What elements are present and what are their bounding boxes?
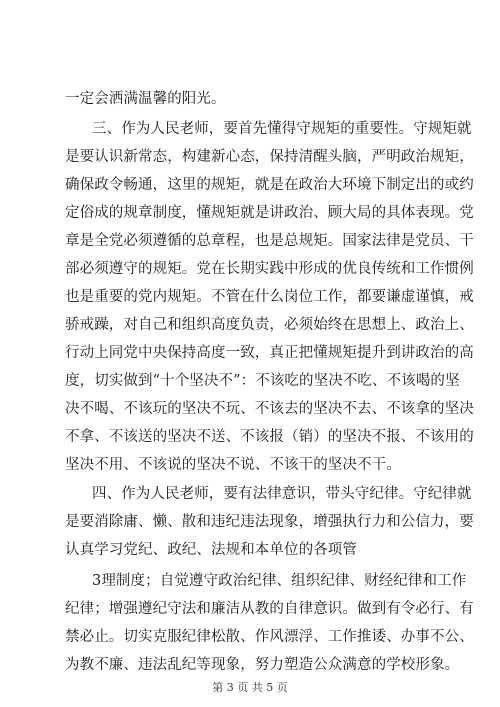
text-line: 骄戒躁，对自己和组织高度负责，必须始终在思想上、政治上、 [65, 317, 474, 333]
text-line: 禁必止。切实克服纪律松散、作风漂浮、工作推诿、办事不公、 [65, 629, 474, 645]
text-line: 定俗成的规章制度，懂规矩就是讲政治、顾大局的具体表现。党 [65, 205, 474, 221]
text-line: 也是重要的党内规矩。不管在什么岗位工作，都要谦虚谨慎，戒 [65, 289, 474, 305]
text-line: 决不喝、不该玩的坚决不玩、不该去的坚决不去、不该拿的坚决 [65, 401, 474, 417]
text-line: 度，切实做到“十个坚决不”：不该吃的坚决不吃、不该喝的坚 [65, 373, 460, 389]
text-line: 纪律；增强遵纪守法和廉洁从教的自律意识。做到有令必行、有 [65, 601, 474, 617]
text-line: 不拿、不该送的坚决不送、不该报（销）的坚决不报、不该用的 [65, 429, 474, 445]
text-line: 认真学习党纪、政纪、法规和本单位的各项管 [65, 542, 357, 558]
page-number-footer: 第 3 页 共 5 页 [212, 681, 288, 694]
text-line: 确保政令畅通，这里的规矩，就是在政治大环境下制定出的或约 [65, 177, 474, 193]
text-line: 部必须遵守的规矩。党在长期实践中形成的优良传统和工作惯例 [65, 261, 474, 277]
text-line: 三、作为人民老师，要首先懂得守规矩的重要性。守规矩就 [92, 121, 472, 137]
text-line: 坚决不用、不该说的坚决不说、不该干的坚决不干。 [65, 457, 401, 473]
text-line: 3理制度；自觉遵守政治纪律、组织纪律、财经纪律和工作 [92, 573, 467, 589]
text-line: 为教不廉、违法乱纪等现象，努力塑造公众满意的学校形象。 [65, 657, 460, 673]
text-line: 一定会洒满温馨的阳光。 [65, 91, 226, 107]
text-line: 是要认识新常态，构建新心态，保持清醒头脑，严明政治规矩， [65, 149, 474, 165]
text-line: 是要消除庸、懒、散和违纪违法现象，增强执行力和公信力，要 [65, 514, 474, 530]
text-line: 四、作为人民老师，要有法律意识，带头守纪律。守纪律就 [92, 486, 472, 502]
text-line: 行动上同党中央保持高度一致，真正把懂规矩提升到讲政治的高 [65, 345, 474, 361]
text-line: 章是全党必须遵循的总章程，也是总规矩。国家法律是党员、干 [65, 233, 474, 249]
